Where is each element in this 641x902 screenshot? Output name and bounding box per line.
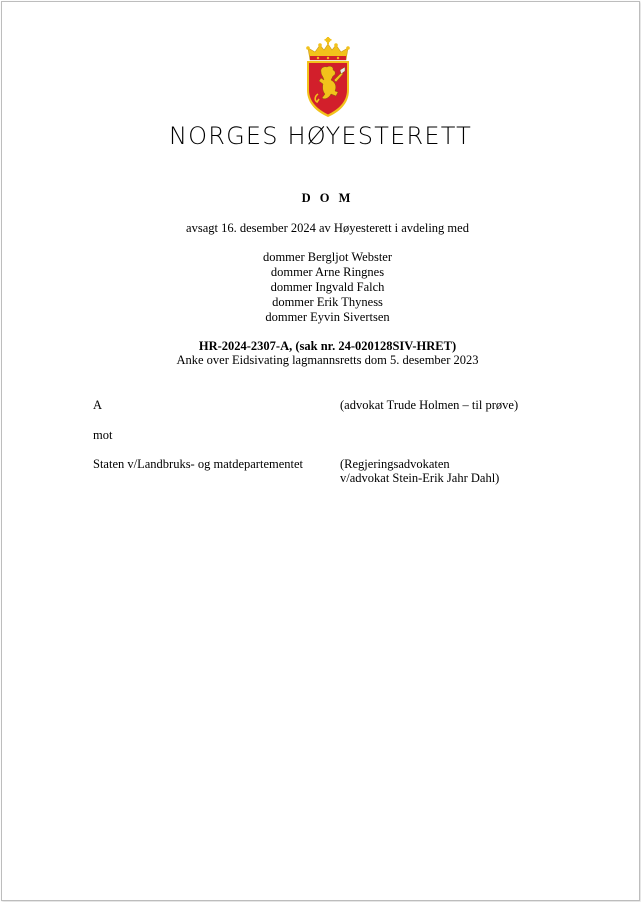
case-number: HR-2024-2307-A, (sak nr. 24-020128SIV-HRET) (198, 339, 457, 353)
judgment-date-line: avsagt 16. desember 2024 av Høyesterett i avdeling med (186, 221, 469, 235)
judge-name: dommer Eyvin Sivertsen (265, 310, 390, 324)
appeal-line: Anke over Eidsivating lagmannsretts dom 5. desember 2023 (176, 353, 479, 367)
respondent-counsel-line1: (Regjeringsadvokaten (340, 457, 450, 471)
document-title: D O M (301, 191, 354, 205)
appellant-counsel: (advokat Trude Holmen – til prøve) (340, 398, 519, 412)
judge-name: dommer Arne Ringnes (270, 265, 385, 279)
judge-name: dommer Bergljot Webster (262, 250, 393, 264)
versus-label: mot (93, 428, 113, 442)
judge-name: dommer Erik Thyness (272, 295, 383, 309)
court-name: NORGES HØYESTERETT (169, 122, 472, 150)
judge-name: dommer Ingvald Falch (270, 280, 385, 294)
crown-icon (306, 37, 350, 60)
appellant-name: A (93, 398, 103, 412)
norwegian-coat-of-arms-icon (301, 36, 355, 118)
respondent-name: Staten v/Landbruks- og matdepartementet (93, 457, 304, 471)
respondent-counsel-line2: v/advokat Stein-Erik Jahr Dahl) (340, 471, 500, 485)
judges-list (0, 250, 641, 325)
